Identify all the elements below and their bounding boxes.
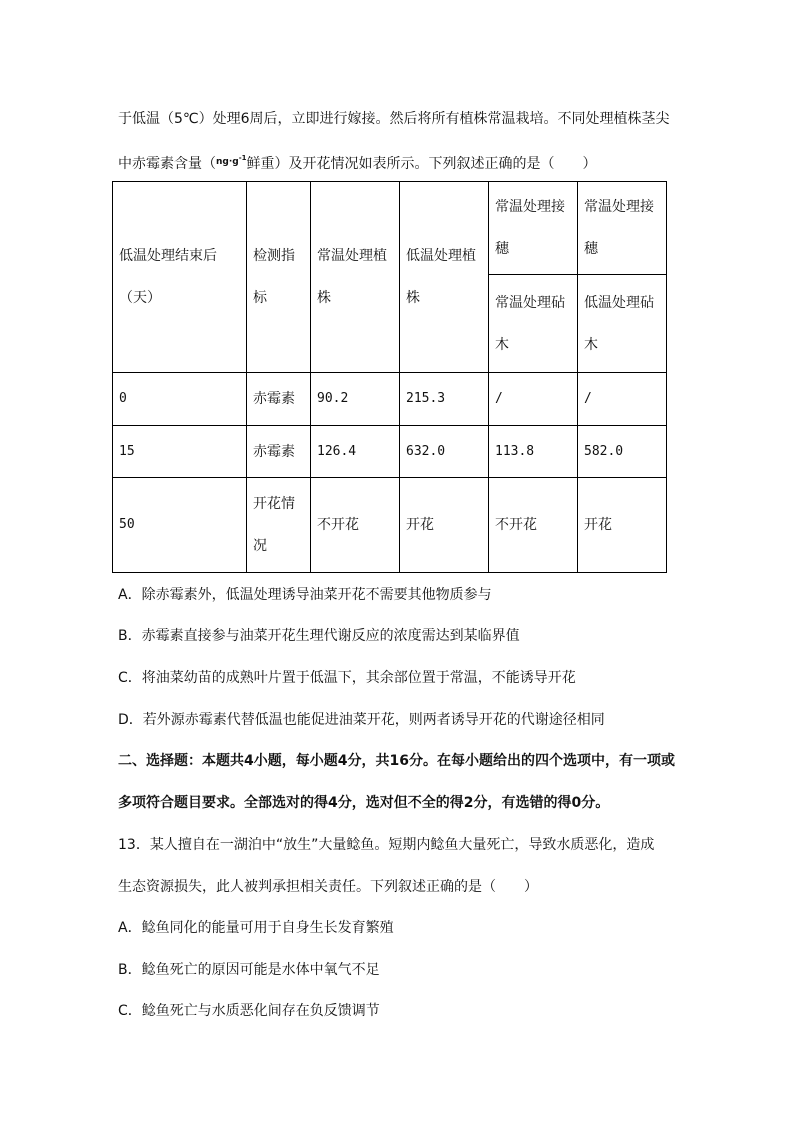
- cell-cold-stock: /: [578, 373, 667, 426]
- header-scion-normal: 常温处理接穗: [489, 182, 578, 275]
- cell-day: 50: [113, 478, 247, 573]
- cell-cold-stock: 582.0: [578, 426, 667, 478]
- cell-indicator: 赤霉素: [247, 373, 311, 426]
- cell-normal-stock: 113.8: [489, 426, 578, 478]
- header-stock-cold: 低温处理砧木: [578, 275, 667, 373]
- intro-line-1: 于低温（5℃）处理6周后，立即进行嫁接。然后将所有植株常温栽培。不同处理植株茎尖: [118, 111, 670, 127]
- q13-option-b: B．鲶鱼死亡的原因可能是水体中氧气不足: [118, 962, 380, 978]
- question-13-line-1: 13．某人擅自在一湖泊中“放生”大量鲶鱼。短期内鲶鱼大量死亡，导致水质恶化，造成: [118, 837, 655, 853]
- option-a: A．除赤霉素外，低温处理诱导油菜开花不需要其他物质参与: [118, 587, 492, 603]
- table-row: [113, 478, 667, 573]
- cell-indicator: 赤霉素: [247, 426, 311, 478]
- section-2-line-2: 多项符合题目要求。全部选对的得4分，选对但不全的得2分，有选错的得0分。: [118, 795, 610, 811]
- header-indicator: 检测指标: [247, 182, 311, 373]
- cell-cold-stock: 开花: [578, 478, 667, 573]
- header-scion-normal-2: 常温处理接穗: [578, 182, 667, 275]
- cell-day: 15: [113, 426, 247, 478]
- cell-indicator: 开花情况: [247, 478, 311, 573]
- unit-base: ng·g: [216, 157, 239, 167]
- option-b: B．赤霉素直接参与油菜开花生理代谢反应的浓度需达到某临界值: [118, 628, 520, 644]
- cell-normal-plant: 不开花: [311, 478, 400, 573]
- cell-cold-plant: 632.0: [400, 426, 489, 478]
- header-stock-normal: 常温处理砧木: [489, 275, 578, 373]
- question-13-line-2: 生态资源损失，此人被判承担相关责任。下列叙述正确的是（ ）: [118, 879, 538, 895]
- q13-option-c: C．鲶鱼死亡与水质恶化间存在负反馈调节: [118, 1003, 380, 1019]
- intro-line-2-start: 中赤霉素含量（: [118, 156, 216, 172]
- cell-cold-plant: 215.3: [400, 373, 489, 426]
- cell-normal-stock: 不开花: [489, 478, 578, 573]
- intro-line-2-end: 鲜重）及开花情况如表所示。下列叙述正确的是（ ）: [246, 156, 597, 172]
- intro-line-2: [118, 153, 597, 175]
- unit-ng-per-g: [216, 154, 247, 167]
- cell-normal-plant: 90.2: [311, 373, 400, 426]
- option-d: D．若外源赤霉素代替低温也能促进油菜开花，则两者诱导开花的代谢途径相同: [118, 712, 605, 728]
- table-row: [113, 426, 667, 478]
- header-normal-plant: 常温处理植株: [311, 182, 400, 373]
- header-cold-plant: 低温处理植株: [400, 182, 489, 373]
- data-table: [112, 181, 667, 573]
- cell-normal-plant: 126.4: [311, 426, 400, 478]
- q13-option-a: A．鲶鱼同化的能量可用于自身生长发育繁殖: [118, 920, 394, 936]
- unit-exponent: -1: [238, 154, 247, 162]
- cell-normal-stock: /: [489, 373, 578, 426]
- table-row: [113, 373, 667, 426]
- cell-day: 0: [113, 373, 247, 426]
- cell-cold-plant: 开花: [400, 478, 489, 573]
- option-c: C．将油菜幼苗的成熟叶片置于低温下，其余部位置于常温，不能诱导开花: [118, 670, 576, 686]
- header-days: 低温处理结束后（天）: [113, 182, 247, 373]
- section-2-line-1: 二、选择题：本题共4小题，每小题4分，共16分。在每小题给出的四个选项中，有一项或: [118, 753, 675, 769]
